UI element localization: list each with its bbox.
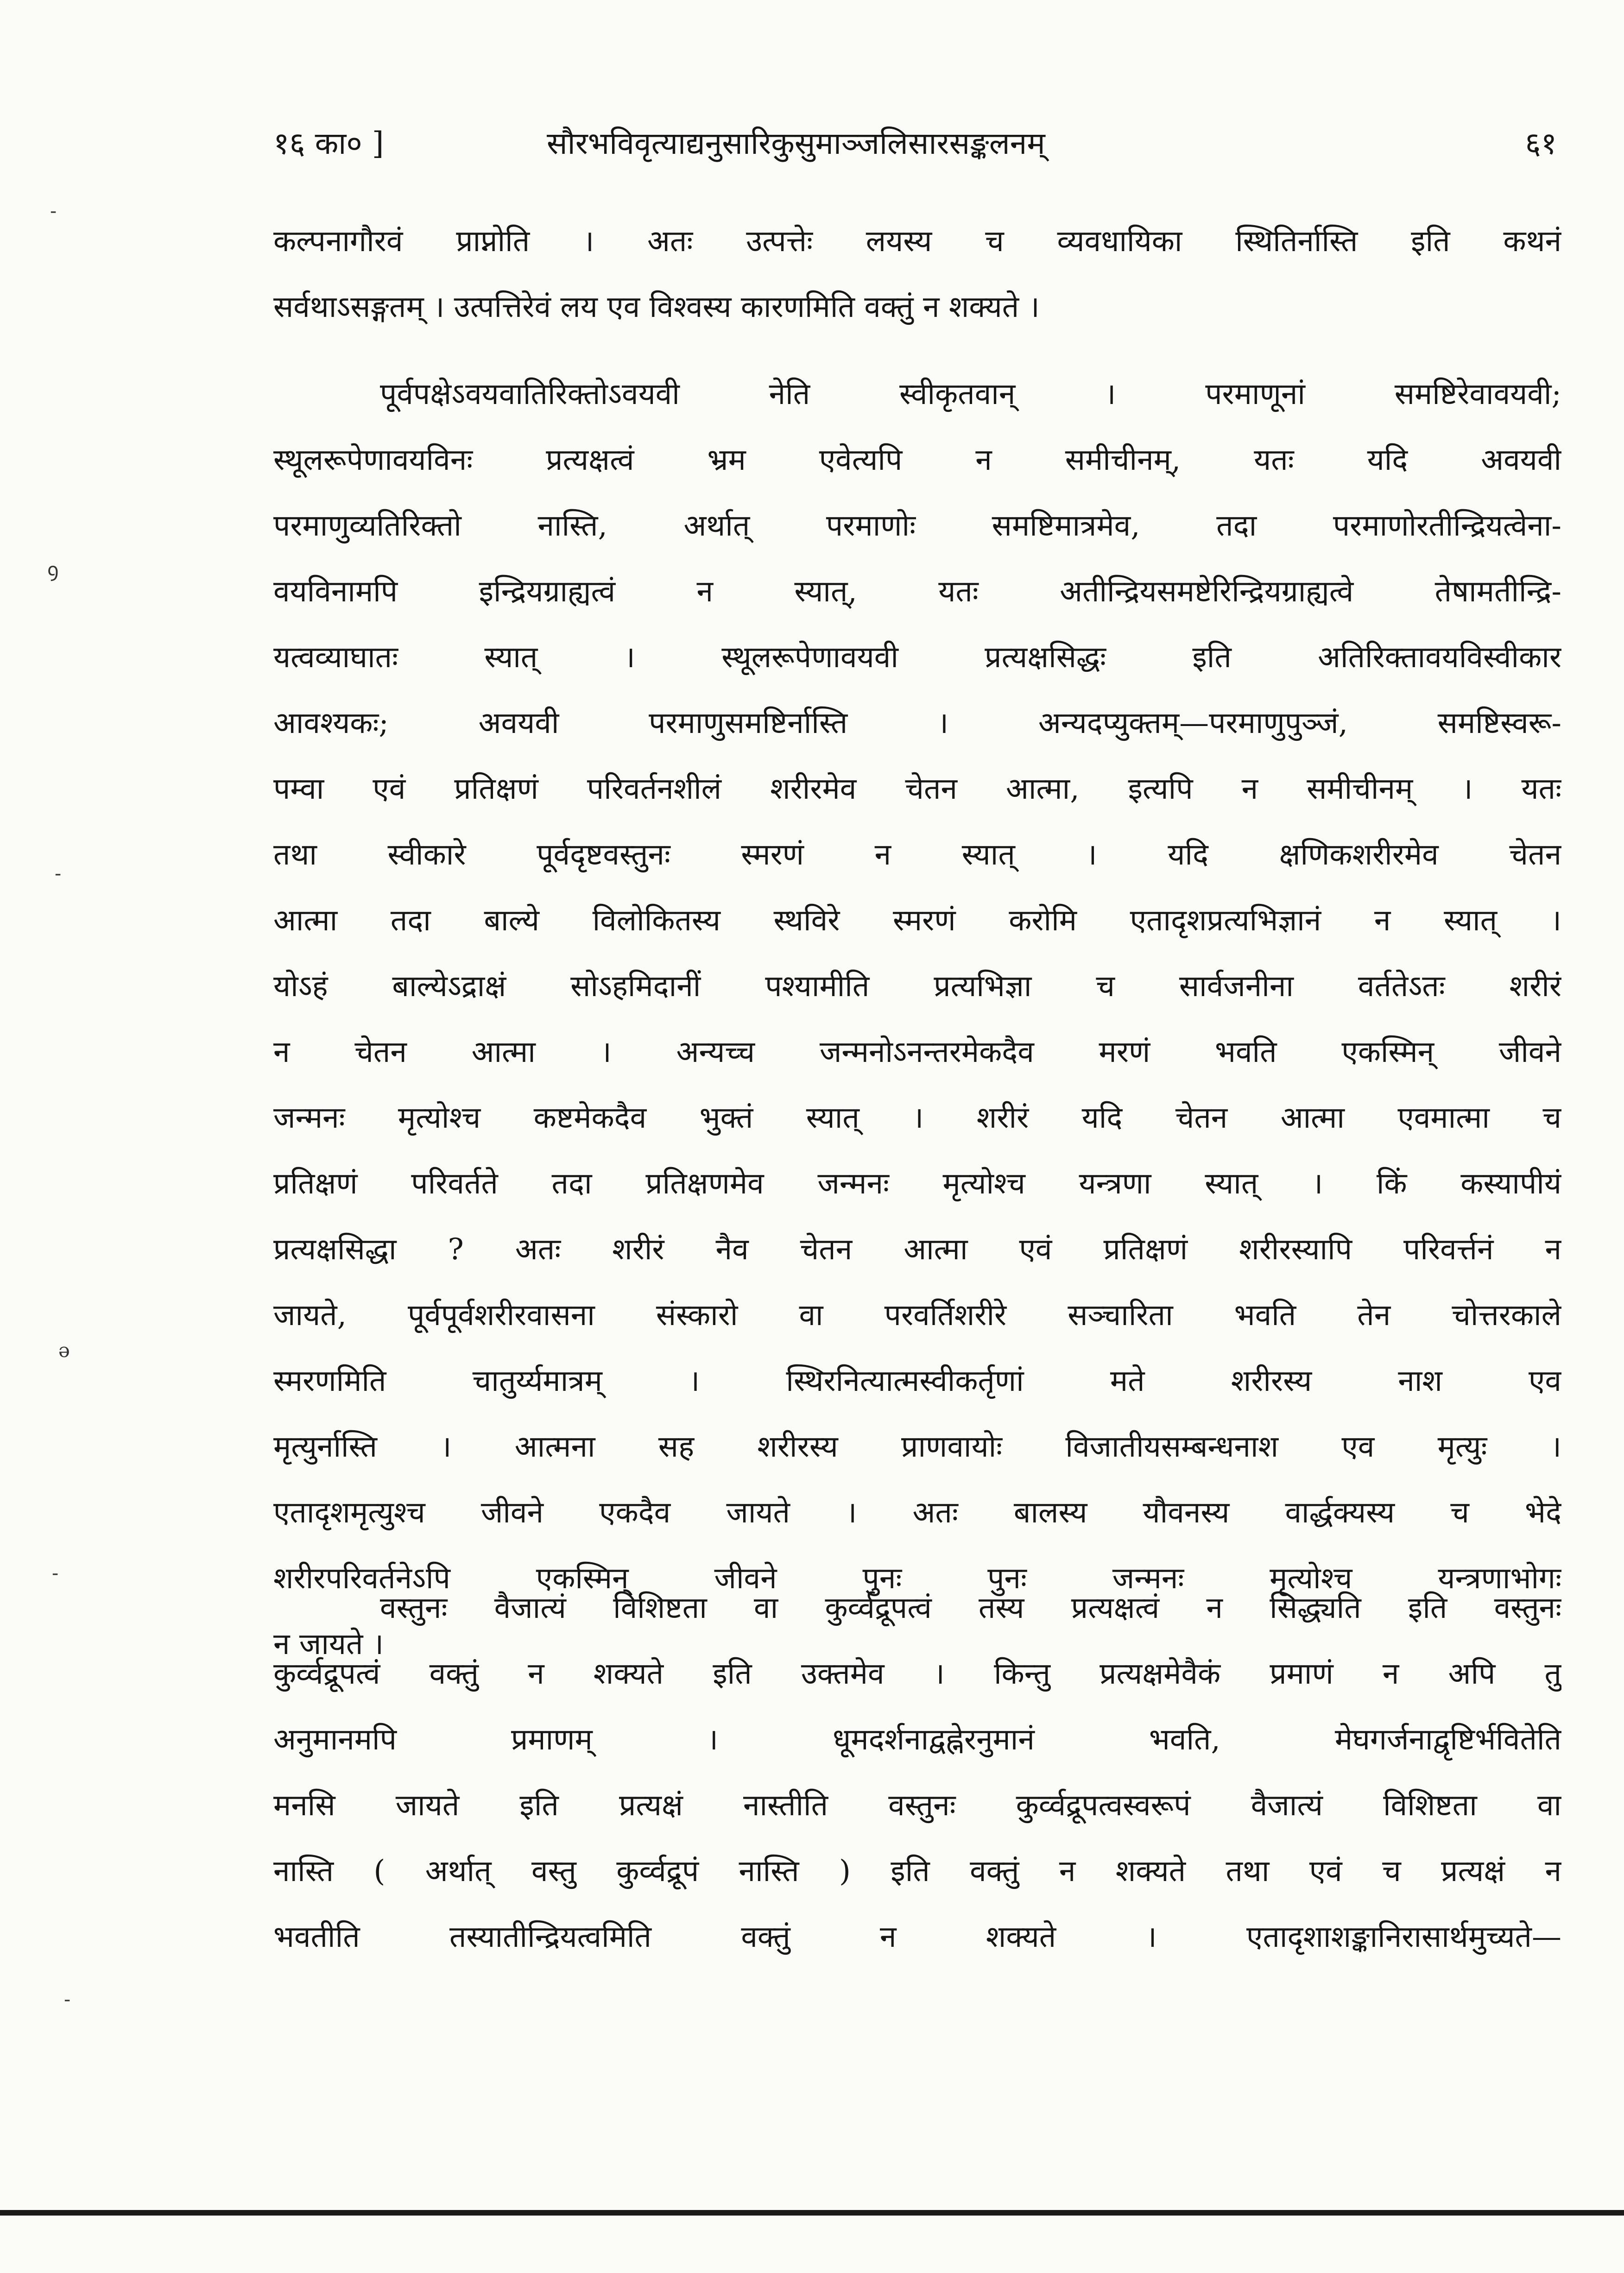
text-line: वयविनामपि इन्द्रियग्राह्यत्वं न स्यात्, यतः अतीन्द्रियसमष्टेरिन्द्रियग्राह्यत्वे तेषामतीन्द्रि- [273, 575, 1561, 609]
text-line: एतादृशमृत्युश्च जीवने एकदैव जायते । अतः बालस्य यौवनस्य वार्द्धक्यस्य च भेदे [273, 1496, 1561, 1530]
text-line: नास्ति ( अर्थात् वस्तु कुर्व्वद्रूपं नास्ति ) इति वक्तुं न शक्यते तथा एवं च प्रत्यक्षं न [273, 1854, 1561, 1888]
text-line: प्रतिक्षणं परिवर्तते तदा प्रतिक्षणमेव जन्मनः मृत्योश्च यन्त्रणा स्यात् । किं कस्यापीयं [273, 1167, 1561, 1201]
margin-smudge-mark: ǝ [58, 1339, 70, 1362]
text-line: पम्वा एवं प्रतिक्षणं परिवर्तनशीलं शरीरमेव चेतन आत्मा, इत्यपि न समीचीनम् । यतः [273, 772, 1561, 806]
paragraph [273, 361, 1561, 1677]
text-line: कल्पनागौरवं प्राप्नोति । अतः उत्पत्तेः लयस्य च व्यवधायिका स्थितिर्नास्ति इति कथनं [273, 224, 1561, 259]
text-line: पूर्वपक्षेऽवयवातिरिक्तोऽवयवी नेति स्वीकृतवान् । परमाणूनां समष्टिरेवावयवी; [380, 377, 1561, 411]
text-line: तथा स्वीकारे पूर्वदृष्टवस्तुनः स्मरणं न स्यात् । यदि क्षणिकशरीरमेव चेतन [273, 838, 1561, 872]
text-line: परमाणुव्यतिरिक्तो नास्ति, अर्थात् परमाणोः समष्टिमात्रमेव, तदा परमाणोरतीन्द्रियत्वेना- [273, 509, 1561, 543]
paragraph [273, 208, 1561, 340]
text-line: आत्मा तदा बाल्ये विलोकितस्य स्थविरे स्मरणं करोमि एतादृशप्रत्यभिज्ञानं न स्यात् । [273, 903, 1561, 938]
paragraph [273, 1575, 1561, 1970]
text-line: वस्तुनः वैजात्यं विशिष्टता वा कुर्व्वद्रूपत्वं तस्य प्रत्यक्षत्वं न सिद्ध्यति इति वस्तुनः [380, 1591, 1561, 1625]
running-title: सौरभविवृत्याद्यनुसारिकुसुमाञ्जलिसारसङ्कलनम् [547, 126, 1045, 161]
text-line: न जायते । [273, 1627, 384, 1661]
text-line: अनुमानमपि प्रमाणम् । धूमदर्शनाद्वह्नेरनुमानं भवति, मेघगर्जनाद्वृष्टिर्भवितेति [273, 1723, 1561, 1757]
text-line: मृत्युर्नास्ति । आत्मना सह शरीरस्य प्राणवायोः विजातीयसम्बन्धनाश एव मृत्युः । [273, 1430, 1561, 1464]
bottom-scan-edge-rule [0, 2210, 1624, 2216]
margin-dash-mark: - [50, 199, 57, 222]
text-line: सर्वथाऽसङ्गतम् । उत्पत्तिरेवं लय एव विश्वस्य कारणमिति वक्तुं न शक्यते । [273, 290, 1040, 324]
text-line: शरीरपरिवर्तनेऽपि एकस्मिन् जीवने पुनः पुनः जन्मनः मृत्योश्च यन्त्रणाभोगः [273, 1561, 1561, 1596]
margin-dash-mark: - [55, 862, 62, 884]
text-line: मनसि जायते इति प्रत्यक्षं नास्तीति वस्तुनः कुर्व्वद्रूपत्वस्वरूपं वैजात्यं विशिष्टता वा [273, 1788, 1561, 1823]
section-reference: १६ का० ] [273, 126, 384, 161]
text-line: जन्मनः मृत्योश्च कष्टमेकदैव भुक्तं स्यात् । शरीरं यदि चेतन आत्मा एवमात्मा च [273, 1101, 1561, 1135]
text-line: जायते, पूर्वपूर्वशरीरवासना संस्कारो वा परवर्तिशरीरे सञ्चारिता भवति तेन चोत्तरकाले [273, 1298, 1561, 1332]
text-line: प्रत्यक्षसिद्धा ? अतः शरीरं नैव चेतन आत्मा एवं प्रतिक्षणं शरीरस्यापि परिवर्त्तनं न [273, 1232, 1561, 1267]
text-line: स्थूलरूपेणावयविनः प्रत्यक्षत्वं भ्रम एवेत्यपि न समीचीनम्, यतः यदि अवयवी [273, 443, 1561, 477]
text-line: कुर्व्वद्रूपत्वं वक्तुं न शक्यते इति उक्तमेव । किन्तु प्रत्यक्षमेवैकं प्रमाणं न अपि तु [273, 1657, 1561, 1691]
margin-dash-mark: - [64, 1988, 71, 2010]
margin-smudge-mark: ꝯ [47, 558, 59, 581]
text-line: योऽहं बाल्येऽद्राक्षं सोऽहमिदानीं पश्यामीति प्रत्यभिज्ञा च सार्वजनीना वर्ततेऽतः शरीरं [273, 969, 1561, 1004]
running-header [273, 118, 1557, 169]
margin-dash-mark: - [52, 1561, 59, 1584]
text-line: न चेतन आत्मा । अन्यच्च जन्मनोऽनन्तरमेकदैव मरणं भवति एकस्मिन् जीवने [273, 1035, 1561, 1069]
text-line: आवश्यकः; अवयवी परमाणुसमष्टिर्नास्ति । अन्यदप्युक्तम्—परमाणुपुञ्जं, समष्टिस्वरू- [273, 706, 1561, 740]
text-line: भवतीति तस्यातीन्द्रियत्वमिति वक्तुं न शक्यते । एतादृशाशङ्कानिरासार्थमुच्यते— [273, 1920, 1561, 1954]
text-line: स्मरणमिति चातुर्य्यमात्रम् । स्थिरनित्यात्मस्वीकर्तृणां मते शरीरस्य नाश एव [273, 1364, 1561, 1398]
page-number: ६१ [1525, 126, 1557, 161]
text-line: यत्वव्याघातः स्यात् । स्थूलरूपेणावयवी प्रत्यक्षसिद्धः इति अतिरिक्तावयविस्वीकार [273, 640, 1561, 675]
